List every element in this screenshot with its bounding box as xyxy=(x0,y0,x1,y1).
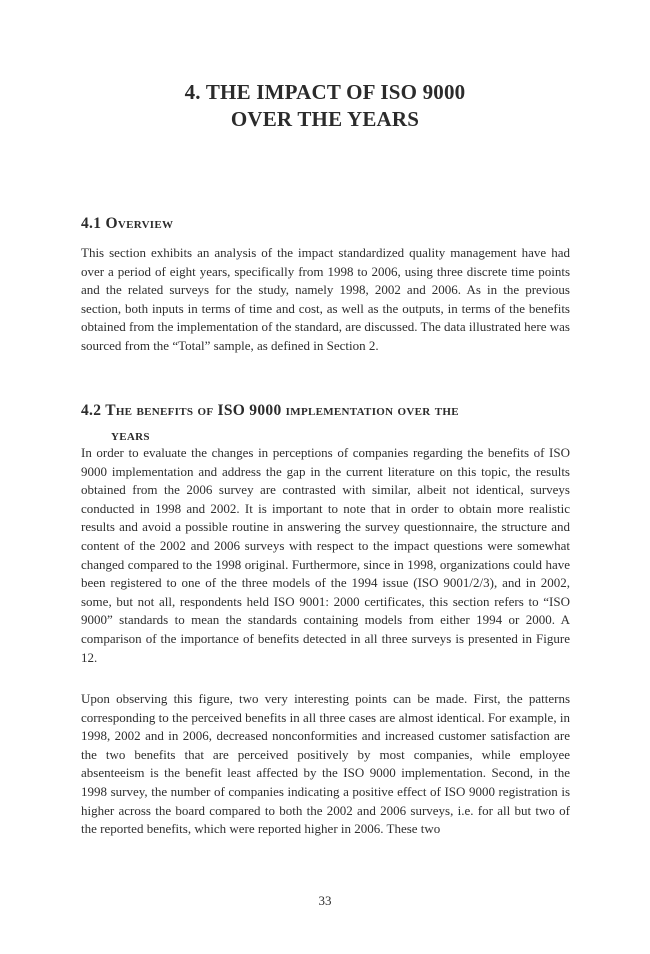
paragraph-figure-observations: Upon observing this figure, two very interesting points can be made. First, the patterns corresponding to the perceived benefits in all three cases are almost identical. For example, in 1998, 2002 and in 2006, decreased nonconformities and increased customer satisfaction are the two benefits that are perceived positively by most companies, while employee absenteeism is the benefit least affected by the ISO 9000 implementation. Second, in the 1998 survey, the number of companies indicating a positive effect of ISO 9000 registration is higher across the board compared to both the 2002 and 2006 surveys, i.e. for all but two of the reported benefits, which were reported higher in 2006. These two xyxy=(81,691,570,837)
section-heading-overview xyxy=(81,211,571,236)
paragraph-overview: This section exhibits an analysis of the impact standardized quality management have had over a period of eight years, specifically from 1998 to 2006, using three discrete time points and the related surveys for the study, namely 1998, 2002 and 2006. As in the previous section, both inputs in terms of time and cost, as well as the outputs, in terms of the benefits obtained from the implementation of the standard, are discussed. The data illustrated here was sourced from the “Total” sample, as defined in Section 2. xyxy=(81,245,570,353)
section-number: 4.1 xyxy=(81,215,102,232)
chapter-title xyxy=(0,79,650,133)
chapter-title-line-2: OVER THE YEARS xyxy=(230,107,420,131)
section-number: 4.2 xyxy=(81,402,102,419)
section-heading-benefits xyxy=(81,398,571,448)
section-title: Overview xyxy=(105,215,174,232)
section-title-line-1: The benefits of ISO 9000 implementation over the xyxy=(105,402,459,419)
chapter-title-line-1: 4. THE IMPACT OF ISO 9000 xyxy=(184,80,466,104)
page-number: 33 xyxy=(318,893,332,908)
section-title-line-2: years xyxy=(111,427,150,444)
paragraph-benefits-intro: In order to evaluate the changes in perceptions of companies regarding the benefits of ISO 9000 implementation and address the gap in the current literature on this topic, the results obtained from the 2006 survey are contrasted with similar, albeit not identical, surveys conducted in 1998 and 2002. It is important to note that in order to obtain more realistic results and avoid a possible routine in answering the survey questionnaire, the structure and content of the 2002 and 2006 surveys with respect to the impact questions were somewhat changed compared to the 1998 original. Furthermore, since in 1998, organizations could have been registered to one of the three models of the 1994 issue (ISO 9001/2/3), and in 2002, some, but not all, respondents held ISO 9001: 2000 certificates, this section refers to “ISO 9000” standards to mean the standards containing models from either 1994 or 2000. A comparison of the importance of benefits detected in all three surveys is presented in Figure 12. xyxy=(81,445,570,665)
